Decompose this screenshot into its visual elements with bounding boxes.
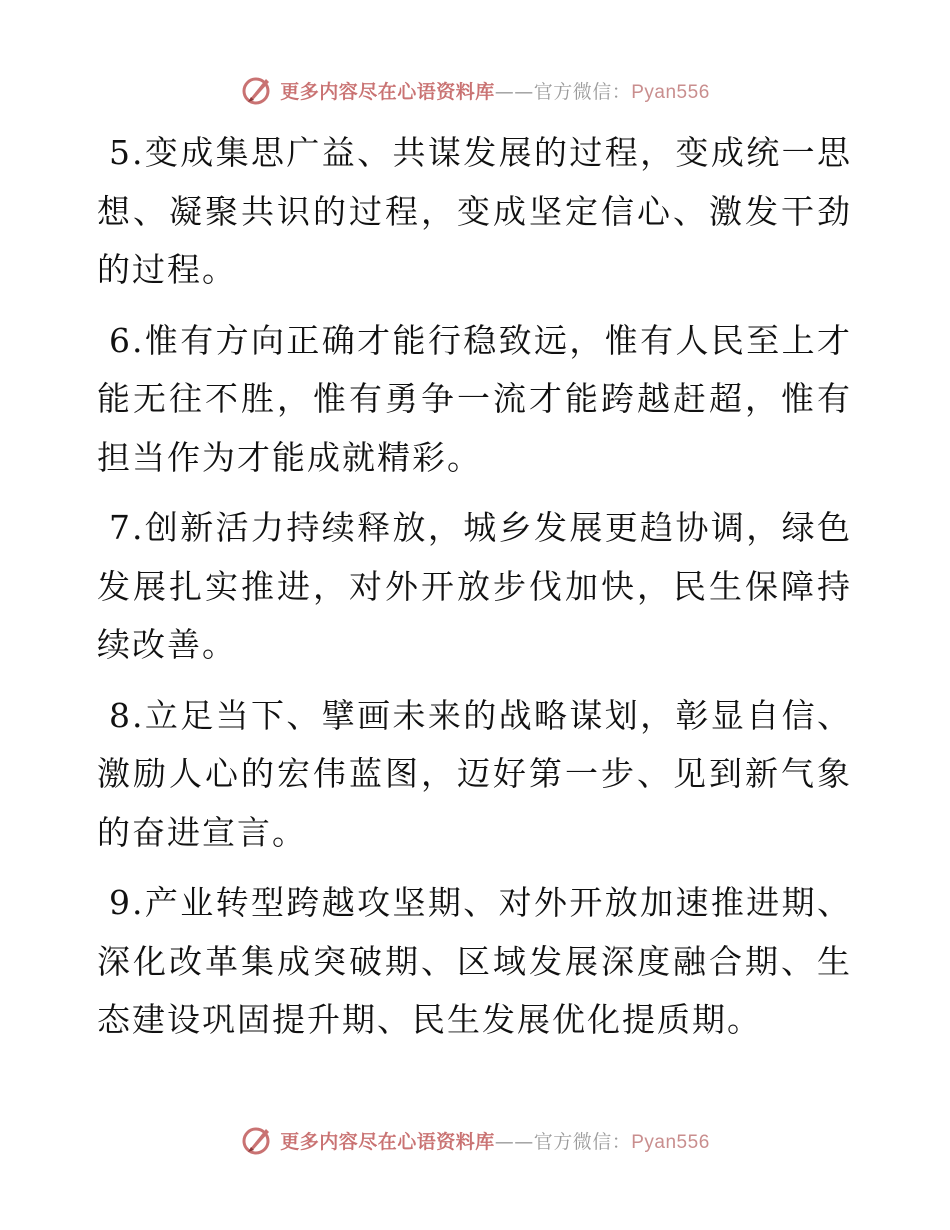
header-banner-text: [280, 77, 710, 104]
header-banner-wechat-label: 官方微信：: [533, 80, 632, 103]
quill-pen-circle-icon: [240, 73, 274, 107]
quill-pen-circle-icon: [240, 1123, 274, 1157]
header-banner-wechat-id: Pyan556: [631, 81, 710, 103]
footer-banner-dash: ——: [494, 1130, 534, 1153]
list-item: 8.立足当下、擘画未来的战略谋划，彰显自信、激励人心的宏伟蓝图，迈好第一步、见到新气象的奋进宣言。: [97, 695, 852, 852]
list-item: 9.产业转型跨越攻坚期、对外开放加速推进期、深化改革集成突破期、区域发展深度融合期、生态建设巩固提升期、民生发展优化提质期。: [97, 883, 852, 1039]
footer-banner: [0, 1120, 950, 1160]
header-banner-title: 更多内容尽在心语资料库: [280, 80, 495, 103]
document-body: [97, 124, 852, 1062]
footer-banner-title: 更多内容尽在心语资料库: [280, 1130, 495, 1153]
footer-banner-wechat-label: 官方微信：: [533, 1130, 632, 1153]
footer-banner-text: [280, 1127, 710, 1154]
list-item: 5.变成集思广益、共谋发展的过程，变成统一思想、凝聚共识的过程，变成坚定信心、激发干劲的过程。: [97, 133, 852, 289]
list-item: 6.惟有方向正确才能行稳致远，惟有人民至上才能无往不胜，惟有勇争一流才能跨越赶超，惟有担当作为才能成就精彩。: [97, 320, 852, 477]
header-banner-dash: ——: [494, 80, 534, 103]
header-banner: [0, 70, 950, 110]
footer-banner-wechat-id: Pyan556: [631, 1131, 710, 1153]
list-item: 7.创新活力持续释放，城乡发展更趋协调，绿色发展扎实推进，对外开放步伐加快，民生保障持续改善。: [97, 508, 852, 664]
